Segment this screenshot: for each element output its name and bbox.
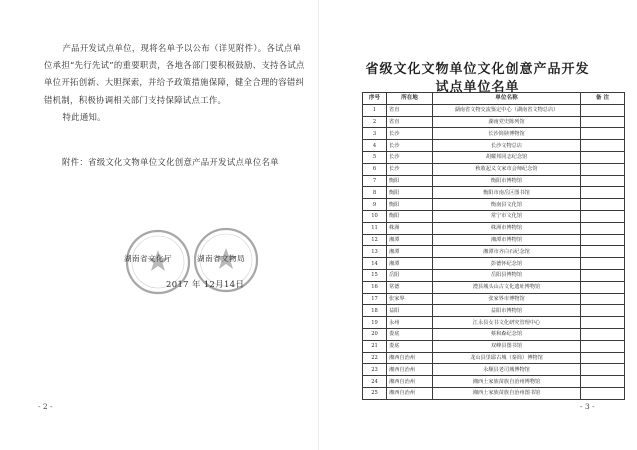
page-number-right: - 3 - — [580, 402, 595, 411]
issue-date: 2017 年 12月14日 — [166, 279, 245, 289]
cell-unit-name: 秋收起义文家市会师纪念馆 — [433, 163, 581, 175]
cell-remarks — [581, 305, 625, 317]
table-row — [363, 175, 625, 187]
cell-unit-name: 株洲市博物馆 — [433, 222, 581, 234]
table-row — [363, 258, 625, 270]
col-header-index: 序号 — [363, 93, 387, 105]
cell-unit-name: 湘西土家族苗族自治州图书馆 — [433, 387, 581, 399]
cell-remarks — [581, 210, 625, 222]
cell-location: 湘潭 — [387, 246, 433, 258]
cell-remarks — [581, 234, 625, 246]
cell-index: 18 — [363, 305, 387, 317]
cell-location: 省直 — [387, 104, 433, 116]
cell-unit-name: 湘西土家族苗族自治州博物馆 — [433, 376, 581, 388]
cell-location: 岳阳 — [387, 269, 433, 281]
cell-remarks — [581, 317, 625, 329]
cell-index: 6 — [363, 163, 387, 175]
cell-location: 湘潭 — [387, 234, 433, 246]
table-row — [363, 104, 625, 116]
cell-index: 7 — [363, 175, 387, 187]
table-row — [363, 128, 625, 140]
table-row — [363, 317, 625, 329]
cell-remarks — [581, 281, 625, 293]
table-row — [363, 269, 625, 281]
cell-location: 湘西自治州 — [387, 352, 433, 364]
cell-index: 17 — [363, 293, 387, 305]
cell-index: 22 — [363, 352, 387, 364]
cell-unit-name: 长沙文物总店 — [433, 140, 581, 152]
cell-remarks — [581, 151, 625, 163]
table-row — [363, 187, 625, 199]
cell-unit-name: 双峰县图书馆 — [433, 340, 581, 352]
cell-remarks — [581, 258, 625, 270]
cell-location: 永州 — [387, 317, 433, 329]
table-row — [363, 281, 625, 293]
cell-unit-name: 蔡和森纪念馆 — [433, 328, 581, 340]
cell-index: 9 — [363, 199, 387, 211]
cell-remarks — [581, 340, 625, 352]
cell-location: 衡阳 — [387, 199, 433, 211]
cell-remarks — [581, 175, 625, 187]
table-row — [363, 151, 625, 163]
table-row — [363, 199, 625, 211]
cell-unit-name: 彭德怀纪念馆 — [433, 258, 581, 270]
cell-remarks — [581, 269, 625, 281]
cell-remarks — [581, 222, 625, 234]
cell-remarks — [581, 104, 625, 116]
cell-location: 衡阳 — [387, 175, 433, 187]
cell-location: 益阳 — [387, 305, 433, 317]
cell-unit-name: 湖南省文物交流鉴定中心（湖南省文物总店） — [433, 104, 581, 116]
cell-index: 13 — [363, 246, 387, 258]
cell-remarks — [581, 140, 625, 152]
cell-unit-name: 湖南党史陈列馆 — [433, 116, 581, 128]
cell-index: 16 — [363, 281, 387, 293]
table-row — [363, 352, 625, 364]
table-row — [363, 340, 625, 352]
table-row — [363, 163, 625, 175]
pilot-units-table — [362, 92, 625, 400]
cell-index: 19 — [363, 317, 387, 329]
cell-location: 湘西自治州 — [387, 364, 433, 376]
cell-index: 3 — [363, 128, 387, 140]
cell-index: 21 — [363, 340, 387, 352]
cell-location: 株洲 — [387, 222, 433, 234]
cell-remarks — [581, 328, 625, 340]
table-row — [363, 293, 625, 305]
cell-index: 14 — [363, 258, 387, 270]
cell-location: 长沙 — [387, 128, 433, 140]
seal-label-culture-department: 湖南省文化厅 — [124, 254, 172, 263]
cell-unit-name: 龙山县里耶古城（秦简）博物馆 — [433, 352, 581, 364]
cell-unit-name: 胡耀邦同志纪念馆 — [433, 151, 581, 163]
cell-location: 湘西自治州 — [387, 376, 433, 388]
table-row — [363, 116, 625, 128]
cell-index: 11 — [363, 222, 387, 234]
cell-remarks — [581, 387, 625, 399]
cell-index: 2 — [363, 116, 387, 128]
cell-unit-name: 湘潭市齐白石纪念馆 — [433, 246, 581, 258]
cell-unit-name: 益阳市博物馆 — [433, 305, 581, 317]
cell-unit-name: 岳阳县博物馆 — [433, 269, 581, 281]
cell-location: 娄底 — [387, 340, 433, 352]
col-header-location: 所在地 — [387, 93, 433, 105]
cell-unit-name: 衡阳市博物馆 — [433, 175, 581, 187]
col-header-unit-name: 单位名称 — [433, 93, 581, 105]
cell-location: 省直 — [387, 116, 433, 128]
cell-location: 衡阳 — [387, 187, 433, 199]
cell-index: 24 — [363, 376, 387, 388]
cell-location: 娄底 — [387, 328, 433, 340]
cell-unit-name: 永顺县老司城博物馆 — [433, 364, 581, 376]
cell-unit-name: 衡阳市南岳区图书馆 — [433, 187, 581, 199]
table-row — [363, 246, 625, 258]
cell-remarks — [581, 364, 625, 376]
table-row — [363, 387, 625, 399]
cell-index: 10 — [363, 210, 387, 222]
cell-location: 长沙 — [387, 163, 433, 175]
left-page — [0, 0, 318, 450]
table-row — [363, 234, 625, 246]
cell-remarks — [581, 128, 625, 140]
cell-location: 常德 — [387, 281, 433, 293]
cell-remarks — [581, 187, 625, 199]
cell-remarks — [581, 116, 625, 128]
cell-index: 5 — [363, 151, 387, 163]
table-row — [363, 140, 625, 152]
cell-location: 衡阳 — [387, 210, 433, 222]
cell-unit-name: 江永县女书文化研究管理中心 — [433, 317, 581, 329]
list-title: 省级文化文物单位文化创意产品开发 — [365, 62, 590, 77]
table-header-row — [363, 93, 625, 105]
cell-unit-name: 张家界市博物馆 — [433, 293, 581, 305]
cell-remarks — [581, 246, 625, 258]
table-row — [363, 328, 625, 340]
cell-location: 长沙 — [387, 151, 433, 163]
cell-location: 张家界 — [387, 293, 433, 305]
cell-unit-name: 澧县城头山古文化遗址博物馆 — [433, 281, 581, 293]
cell-index: 12 — [363, 234, 387, 246]
notice-closing: 特此通知。 — [62, 111, 106, 122]
table-body — [363, 104, 625, 399]
cell-location: 湘潭 — [387, 258, 433, 270]
cell-index: 25 — [363, 387, 387, 399]
cell-remarks — [581, 199, 625, 211]
attachment-line: 附件：省级文化文物单位文化创意产品开发试点单位名单 — [62, 157, 279, 167]
notice-paragraph: 产品开发试点单位，现将名单予以公布（详见附件）。各试点单位承担“先行先试”的重要职责，各地各部门要积极鼓励、支持各试点单位开拓创新、大胆探索，并给予政策措施保障，健全合理的容错纠错机制，积极协调相关部门支持保障试点工作。 — [44, 43, 305, 105]
list-subtitle: 试点单位名单 — [435, 80, 520, 95]
col-header-remarks: 备 注 — [581, 93, 625, 105]
table-row — [363, 222, 625, 234]
cell-unit-name: 常宁市文化馆 — [433, 210, 581, 222]
table-row — [363, 305, 625, 317]
cell-unit-name: 衡南县文化馆 — [433, 199, 581, 211]
cell-location: 长沙 — [387, 140, 433, 152]
cell-location: 湘西自治州 — [387, 387, 433, 399]
cell-unit-name: 长沙简牍博物馆 — [433, 128, 581, 140]
cell-index: 1 — [363, 104, 387, 116]
cell-index: 15 — [363, 269, 387, 281]
table-row — [363, 376, 625, 388]
cell-remarks — [581, 163, 625, 175]
notice-body — [44, 40, 306, 126]
table-row — [363, 210, 625, 222]
cell-index: 4 — [363, 140, 387, 152]
cell-unit-name: 湘潭市博物馆 — [433, 234, 581, 246]
cell-index: 20 — [363, 328, 387, 340]
page-number-left: - 2 - — [38, 402, 53, 411]
cell-index: 8 — [363, 187, 387, 199]
cell-index: 23 — [363, 364, 387, 376]
seal-label-heritage-bureau: 湖南省文物局 — [197, 254, 245, 263]
right-page — [318, 0, 637, 450]
cell-remarks — [581, 293, 625, 305]
cell-remarks — [581, 376, 625, 388]
cell-remarks — [581, 352, 625, 364]
table-row — [363, 364, 625, 376]
